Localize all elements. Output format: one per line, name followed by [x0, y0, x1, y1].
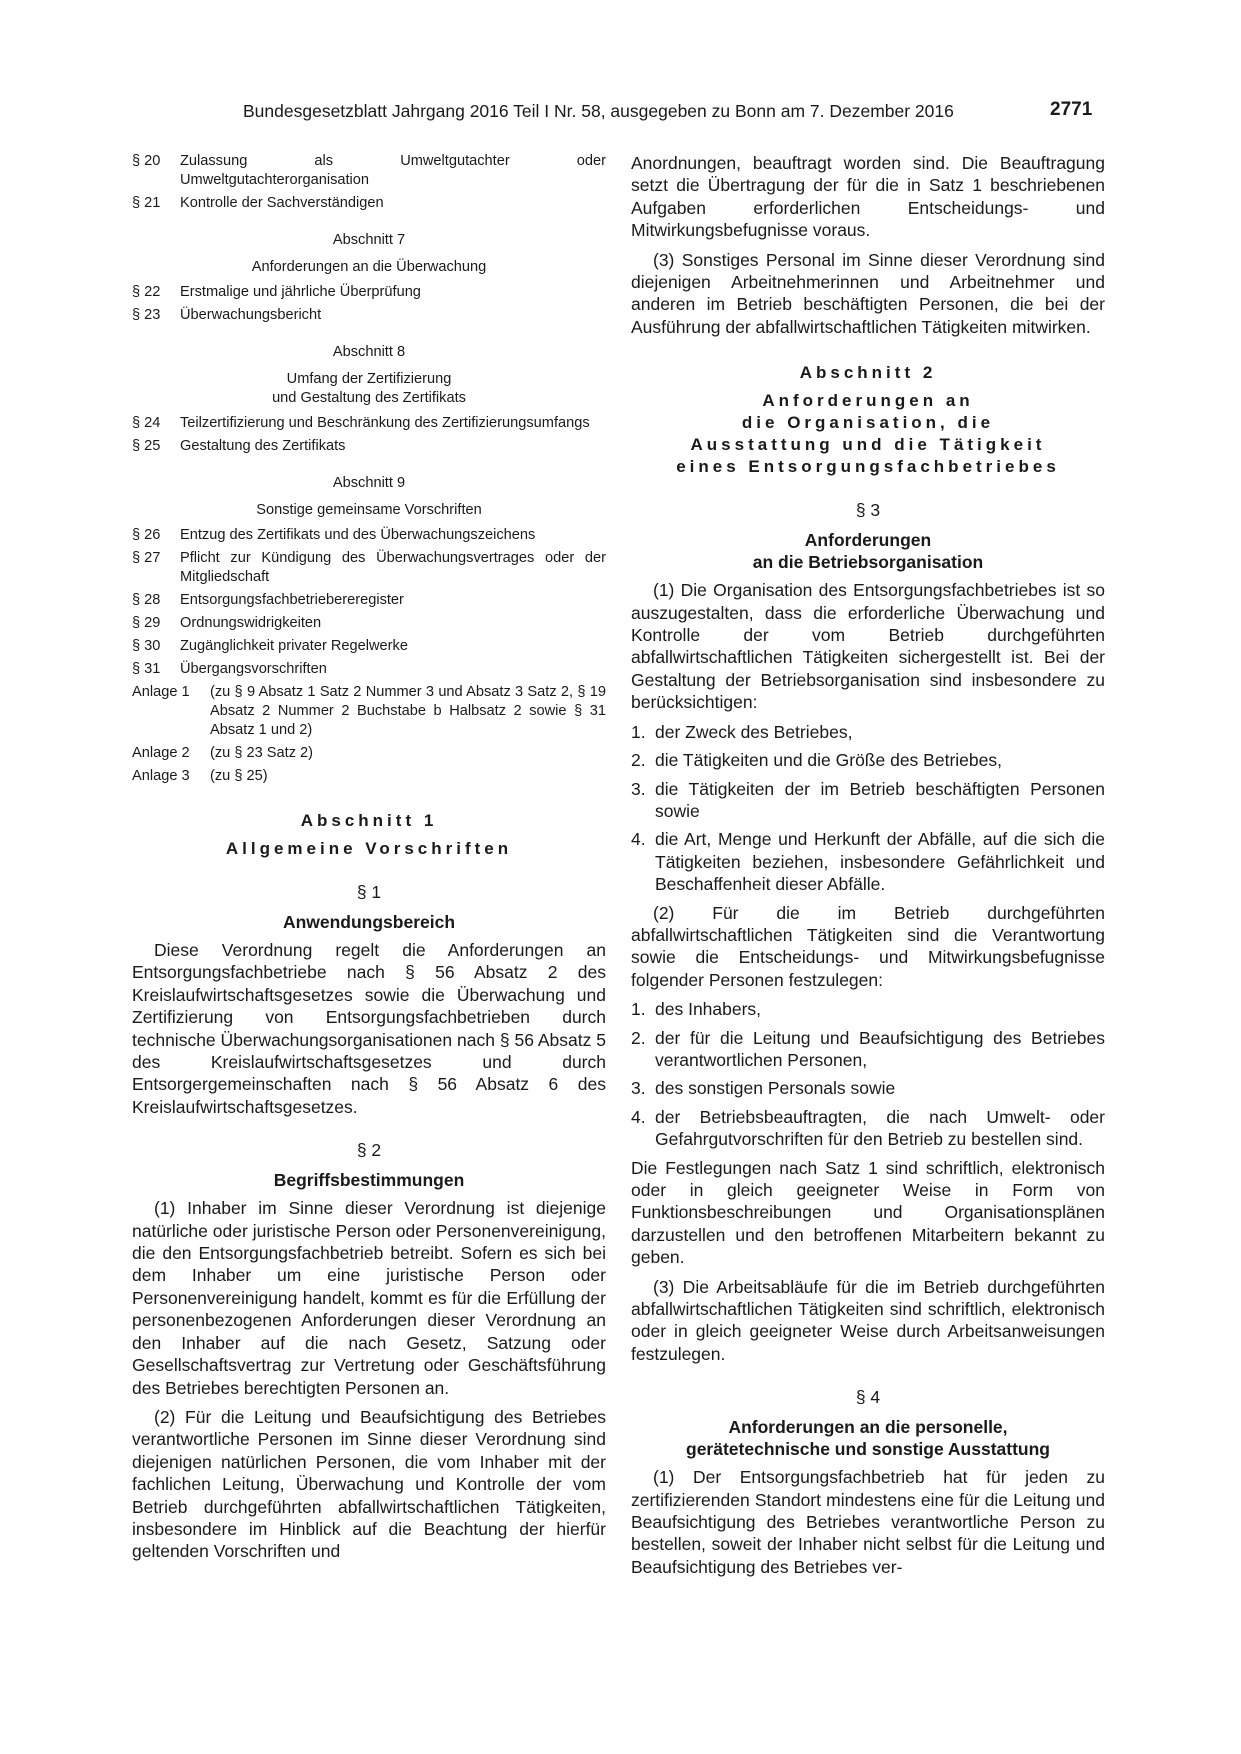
list-item: [631, 749, 1105, 771]
toc-entry-text: (zu § 23 Satz 2): [210, 745, 314, 761]
toc-entry-number: Anlage 3: [132, 768, 190, 784]
list-item-text: der Zweck des Betriebes,: [655, 721, 853, 742]
toc-entry-number: § 22: [132, 284, 161, 300]
paragraph-3-absatz-3: (3) Die Arbeitsabläufe für die im Betrieb durchgeführten abfallwirtschaftlichen Tätigkeiten sind schriftlich, elektronisch oder in gleich geeigneter Weise durch Arbeitsanweisungen festzulegen.: [631, 1276, 1105, 1364]
toc-entry-number: § 27: [132, 550, 161, 566]
toc-entry-s25: [132, 437, 606, 456]
right-column: [631, 152, 1105, 1585]
paragraph-3-title: [631, 529, 1105, 573]
abschnitt-2-title-line1: Anforderungen an: [762, 391, 974, 411]
page-number: 2771: [1050, 99, 1093, 120]
list-item: [631, 1106, 1105, 1151]
list-item-text: die Art, Menge und Herkunft der Abfälle, auf die sich die Tätigkeiten beziehen, insbesondere Gefährlichkeit und Beschaffenheit dieser Abfälle.: [655, 829, 1105, 895]
paragraph-4-number: § 4: [855, 1387, 881, 1408]
paragraph-1-text: Diese Verordnung regelt die Anforderungen an Entsorgungsfachbetriebe nach § 56 Absatz 2 des Kreislaufwirtschaftsgesetzes sowie die Überwachung und Zertifizierung von Entsorgungsfachbetrieben durch technische Überwachungsorganisationen nach § 56 Absatz 5 des Kreislaufwirtschaftsgesetzes und durch Entsorgergemeinschaften nach § 56 Absatz 6 des Kreislaufwirtschaftsgesetzes.: [132, 940, 606, 1117]
toc-entry-number: Anlage 2: [132, 745, 190, 761]
toc-entry-text: Gestaltung des Zertifikats: [180, 438, 346, 454]
toc-entry-number: § 29: [132, 615, 161, 631]
list-item-number: 1.: [631, 721, 646, 742]
toc-entry-s24: [132, 414, 606, 433]
paragraph-2-number: § 2: [356, 1140, 382, 1161]
toc-entry-s21: [132, 194, 606, 213]
paragraph-2-absatz-3: (3) Sonstiges Personal im Sinne dieser Verordnung sind diejenigen Arbeitnehmerinnen und Arbeitnehmer und anderen im Betrieb beschäftigten Personen, die bei der Ausführung der abfallwirtschaftlichen Tätigkeiten mitwirken.: [631, 249, 1105, 337]
list-item-number: 2.: [631, 750, 646, 771]
paragraph-3-title-line1: Anforderungen: [804, 530, 932, 551]
abschnitt-2-title-line4: eines Entsorgungsfachbetriebes: [676, 457, 1060, 477]
toc-entry-text: (zu § 9 Absatz 1 Satz 2 Nummer 3 und Absatz 3 Satz 2, § 19 Absatz 2 Nummer 2 Buchstabe b Halbsatz 2 sowie § 31 Absatz 1 und 2): [210, 684, 606, 738]
abschnitt-1-label: Abschnitt 1: [300, 811, 438, 830]
list-item-number: 3.: [631, 1078, 646, 1099]
paragraph-2-title: Begriffsbestimmungen: [273, 1170, 465, 1191]
paragraph-2-absatz-2: (2) Für die Leitung und Beaufsichtigung des Betriebes verantwortliche Personen im Sinne dieser Verordnung sind diejenigen natürlichen Personen, die vom Inhaber mit der fachlichen Leitung, Überwachung und Kontrolle der vom Betrieb durchgeführten abfallwirtschaftlichen Tätigkeiten, insbesondere im Hinblick auf die Beachtung der hierfür geltenden Vorschriften und: [132, 1406, 606, 1562]
toc-entry-s31: [132, 660, 606, 679]
toc-entry-number: § 25: [132, 438, 161, 454]
paragraph-3-list-2: [631, 998, 1105, 1150]
header-title: Bundesgesetzblatt Jahrgang 2016 Teil I Nr. 58, ausgegeben zu Bonn am 7. Dezember 2016: [243, 101, 954, 121]
toc-entry-s29: [132, 614, 606, 633]
toc-entry-text: Erstmalige und jährliche Überprüfung: [180, 284, 421, 300]
toc-entry-s26: [132, 526, 606, 545]
paragraph-4-title-line1: Anforderungen an die personelle,: [728, 1417, 1008, 1438]
paragraph-1-title: Anwendungsbereich: [282, 912, 456, 932]
paragraph-4-absatz-1: (1) Der Entsorgungsfachbetrieb hat für jeden zu zertifizierenden Standort mindestens eine für die Leitung und Beaufsichtigung des Betriebes verantwortliche Person zu bestellen, soweit der Inhaber nicht selbst für die Leitung und Beaufsichtigung des Betriebes ver-: [631, 1467, 1105, 1577]
toc-entry-anlage-2: [132, 744, 606, 763]
toc-entry-number: § 23: [132, 307, 161, 323]
toc-entry-text: Übergangsvorschriften: [180, 661, 327, 677]
toc-entry-number: § 30: [132, 638, 161, 654]
toc-abschnitt-7-label: Abschnitt 7: [332, 232, 406, 248]
list-item: [631, 998, 1105, 1020]
paragraph-3-absatz-2-end: Die Festlegungen nach Satz 1 sind schriftlich, elektronisch oder in gleich geeigneter Weise in Form von Funktionsbeschreibungen und Organisationsplänen darzustellen und den betroffenen Mitarbeitern bekannt zu geben.: [631, 1157, 1105, 1268]
list-item-text: des Inhabers,: [655, 999, 762, 1020]
toc-abschnitt-9-label: Abschnitt 9: [332, 475, 406, 491]
list-item-number: 4.: [631, 1106, 646, 1127]
list-item: [631, 1027, 1105, 1072]
list-item-number: 1.: [631, 999, 646, 1020]
toc-entry-number: § 21: [132, 195, 161, 211]
toc-abschnitt-8-title-line1: Umfang der Zertifizierung: [286, 371, 452, 387]
paragraph-3-list-1: [631, 721, 1105, 896]
left-column: [132, 152, 606, 1570]
paragraph-3-absatz-2: (2) Für die im Betrieb durchgeführten abfallwirtschaftlichen Tätigkeiten sind die Verantwortung sowie die Entscheidungs- und Mitwirkungsbefugnisse folgender Personen festzulegen:: [631, 902, 1105, 990]
toc-entry-number: § 31: [132, 661, 161, 677]
paragraph-1-number: § 1: [356, 882, 382, 902]
toc-entry-text: (zu § 25): [210, 768, 268, 784]
paragraph-3-number: § 3: [855, 500, 881, 521]
toc-entry-text: Entzug des Zertifikats und des Überwachungszeichens: [180, 527, 536, 543]
toc-entry-text: Entsorgungsfachbetriebereregister: [180, 592, 404, 608]
toc-entry-s28: [132, 591, 606, 610]
abschnitt-2-title-line3: Ausstattung und die Tätigkeit: [690, 435, 1046, 455]
toc-entry-s27: [132, 549, 606, 587]
toc-entry-number: § 24: [132, 415, 161, 431]
toc-abschnitt-8-label: Abschnitt 8: [332, 344, 406, 360]
toc-abschnitt-7-title: Anforderungen an die Überwachung: [251, 259, 487, 275]
toc-entry-number: Anlage 1: [132, 684, 190, 700]
toc-entry-number: § 28: [132, 592, 161, 608]
list-item: [631, 828, 1105, 895]
abschnitt-2-title-line2: die Organisation, die: [741, 413, 995, 433]
paragraph-2-absatz-1: (1) Inhaber im Sinne dieser Verordnung ist diejenige natürliche oder juristische Person oder Personenvereinigung, die den Entsorgungsfachbetrieb betreibt. Sofern es sich bei dem Inhaber um eine juristische Person oder Personenvereinigung handelt, kommt es für die Erfüllung der personenbezogenen Anforderungen dieser Verordnung an den Inhaber auf die nach Gesetz, Satzung oder Gesellschaftsvertrag zur Vertretung oder Geschäftsführung des Betriebes berechtigten Personen an.: [132, 1198, 606, 1398]
abschnitt-1-title: Allgemeine Vorschriften: [225, 839, 513, 858]
list-item-number: 2.: [631, 1027, 646, 1048]
toc-entry-s20: [132, 152, 606, 190]
list-item: [631, 721, 1105, 743]
toc-entry-text: Teilzertifizierung und Beschränkung des Zertifizierungsumfangs: [180, 415, 590, 431]
paragraph-3-title-line2: an die Betriebsorganisation: [752, 552, 984, 573]
toc-entry-text: Überwachungsbericht: [180, 307, 322, 323]
paragraph-4-title-line2: gerätetechnische und sonstige Ausstattung: [686, 1439, 1050, 1460]
toc-entry-text: Zugänglichkeit privater Regelwerke: [180, 638, 408, 654]
toc-entry-anlage-3: [132, 767, 606, 786]
abschnitt-2-label: Abschnitt 2: [799, 363, 937, 383]
list-item-number: 3.: [631, 778, 646, 799]
paragraph-2-absatz-2-continued: Anordnungen, beauftragt worden sind. Die Beauftragung setzt die Übertragung der für die in Satz 1 beschriebenen Aufgaben erforderlichen Entscheidungs- und Mitwirkungsbefugnisse voraus.: [631, 153, 1105, 241]
toc-entry-text: Zulassung als Umweltgutachter oder Umweltgutachterorganisation: [180, 153, 606, 188]
list-item-text: des sonstigen Personals sowie: [655, 1078, 896, 1099]
toc-entry-text: Kontrolle der Sachverständigen: [180, 195, 384, 211]
toc-abschnitt-9-title: Sonstige gemeinsame Vorschriften: [256, 502, 482, 518]
list-item-text: der für die Leitung und Beaufsichtigung des Betriebes verantwortlichen Personen,: [655, 1027, 1105, 1070]
list-item: [631, 1077, 1105, 1099]
toc-entry-text: Ordnungswidrigkeiten: [180, 615, 322, 631]
toc-entry-s30: [132, 637, 606, 656]
toc-entry-s22: [132, 283, 606, 302]
toc-entry-number: § 26: [132, 527, 161, 543]
toc-entry-anlage-1: [132, 683, 606, 740]
paragraph-3-absatz-1: (1) Die Organisation des Entsorgungsfachbetriebes ist so auszugestalten, dass die erforderliche Überwachung und Kontrolle der vom Betrieb durchgeführten abfallwirtschaftlichen Tätigkeiten sichergestellt ist. Bei der Gestaltung der Betriebsorganisation sind insbesondere zu berücksichtigen:: [631, 580, 1105, 713]
list-item-text: die Tätigkeiten der im Betrieb beschäftigten Personen sowie: [655, 778, 1105, 821]
toc-entry-text: Pflicht zur Kündigung des Überwachungsvertrages oder der Mitgliedschaft: [180, 550, 606, 585]
toc-entry-s23: [132, 306, 606, 325]
list-item-text: die Tätigkeiten und die Größe des Betriebes,: [655, 750, 1002, 771]
list-item: [631, 778, 1105, 823]
paragraph-4-title: [631, 1416, 1105, 1460]
toc-entry-number: § 20: [132, 153, 161, 169]
list-item-text: der Betriebsbeauftragten, die nach Umwelt- oder Gefahrgutvorschriften für den Betrieb zu bestellen sind.: [655, 1106, 1105, 1150]
list-item-number: 4.: [631, 829, 646, 850]
toc-abschnitt-8-title-line2: und Gestaltung des Zertifikats: [272, 390, 466, 406]
